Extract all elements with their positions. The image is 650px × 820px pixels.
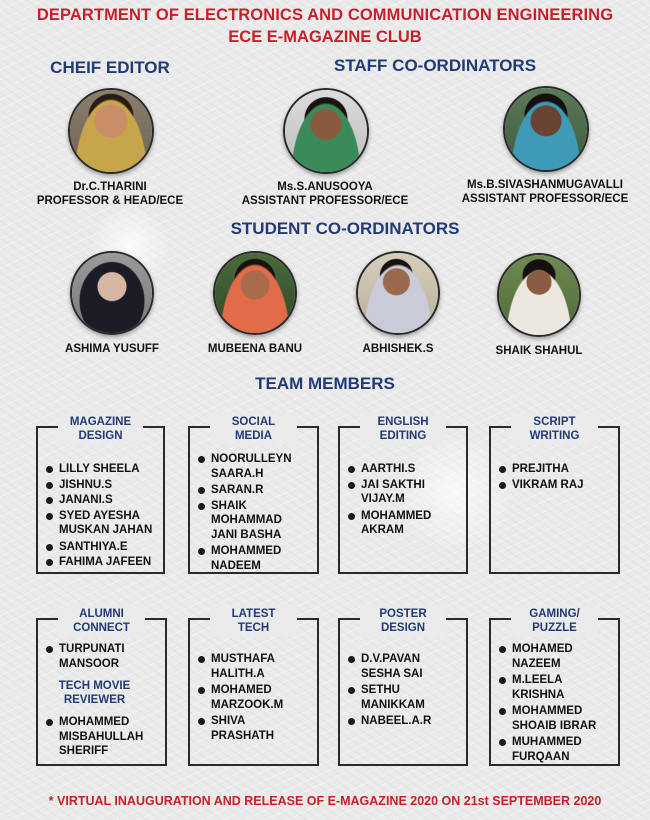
bullet-icon xyxy=(348,718,355,725)
team-member xyxy=(344,683,464,712)
bullet-icon xyxy=(348,687,355,694)
team-member-name-line: PRASHATH xyxy=(211,729,275,742)
bullet-icon xyxy=(499,482,506,489)
team-box-title-line: ENGLISH xyxy=(377,416,429,428)
team-box-title xyxy=(210,605,297,637)
team-member-name-line: MANIKKAM xyxy=(361,698,425,711)
team-box-title-line: GAMING/ xyxy=(529,608,580,620)
bullet-icon xyxy=(499,677,506,684)
team-box-title-line: LATEST xyxy=(231,608,276,620)
team-box-title-line: SOCIAL xyxy=(231,416,276,428)
team-member-name-line: SETHU xyxy=(361,684,400,696)
bullet-icon xyxy=(348,466,355,473)
team-member xyxy=(42,540,161,555)
team-box-title-line: PUZZLE xyxy=(532,622,577,634)
team-box-title xyxy=(210,413,297,445)
team-box-subtitle-line: REVIEWER xyxy=(63,694,126,706)
bullet-icon xyxy=(198,456,205,463)
bullet-icon xyxy=(499,739,506,746)
bullet-icon xyxy=(198,718,205,725)
team-member-list xyxy=(495,462,616,493)
team-member-name-line: M.LEELA xyxy=(512,674,563,686)
staff-coordinators-heading: STAFF CO-ORDINATORS xyxy=(333,56,537,75)
team-box-title xyxy=(58,413,143,445)
bullet-icon xyxy=(46,719,53,726)
team-box-title xyxy=(511,605,598,637)
team-member-name-line: SHAIK xyxy=(211,499,247,512)
bullet-icon xyxy=(348,482,355,489)
team-member-name-line: NABEEL.A.R xyxy=(361,715,432,727)
bullet-icon xyxy=(348,513,355,520)
bullet-icon xyxy=(46,544,53,551)
staff-coordinator-photo xyxy=(283,88,369,174)
team-member-name-line: VIKRAM RAJ xyxy=(512,478,584,491)
team-member xyxy=(194,652,315,681)
bullet-icon xyxy=(198,487,205,494)
team-member-name-line: MOHAMED xyxy=(211,684,272,696)
team-member xyxy=(495,704,616,733)
team-member-name-line: NOORULLEYN xyxy=(211,453,292,465)
bullet-icon xyxy=(198,656,205,663)
staff-coordinator-name: Ms.B.SIVASHANMUGAVALLI xyxy=(467,179,623,191)
team-box-title-line: CONNECT xyxy=(73,622,130,634)
bullet-icon xyxy=(198,548,205,555)
team-member xyxy=(495,462,616,477)
team-member-list xyxy=(42,642,163,761)
team-box-title xyxy=(360,605,446,637)
team-member xyxy=(194,544,315,573)
team-member-name-line: HALITH.A xyxy=(211,667,265,680)
staff-coordinator-photo xyxy=(503,86,589,172)
team-member-name-line: SHIVA xyxy=(211,715,246,727)
team-member-name-line: LILLY SHEELA xyxy=(59,463,140,475)
team-box-title-line: EDITING xyxy=(379,430,427,442)
team-member-name-line: MOHAMED xyxy=(512,643,573,655)
team-member xyxy=(495,673,616,702)
team-member-name-line: SHOAIB IBRAR xyxy=(512,719,597,732)
team-member-list xyxy=(194,452,315,575)
team-box-title-line: TECH xyxy=(237,622,270,634)
staff-coordinator-role: ASSISTANT PROFESSOR/ECE xyxy=(461,193,629,205)
team-member xyxy=(344,478,464,507)
team-box-title-line: WRITING xyxy=(529,430,580,442)
team-member xyxy=(42,493,161,508)
team-member-list xyxy=(42,462,161,571)
team-member xyxy=(194,452,315,481)
team-member-name-line: NADEEM xyxy=(211,559,261,572)
team-member-name-line: FURQAAN xyxy=(512,750,570,763)
team-member-name-line: MOHAMMED xyxy=(361,509,432,522)
footer-note: * VIRTUAL INAUGURATION AND RELEASE OF E-MAGAZINE 2020 ON 21st SEPTEMBER 2020 xyxy=(48,794,602,808)
team-member xyxy=(42,509,161,538)
team-member-list xyxy=(495,642,616,766)
team-member-list xyxy=(194,652,315,745)
staff-coordinator-role: ASSISTANT PROFESSOR/ECE xyxy=(241,195,409,207)
team-member-name-line: PREJITHA xyxy=(512,463,569,475)
team-box-title-line: DESIGN xyxy=(78,430,123,442)
team-member-name-line: SAARA.H xyxy=(211,467,264,480)
student-coordinator-photo xyxy=(70,251,154,335)
team-member-name-line: VIJAY.M xyxy=(361,493,405,505)
bullet-icon xyxy=(499,466,506,473)
team-member xyxy=(344,652,464,681)
team-member xyxy=(344,462,464,477)
team-member-name-line: MUHAMMED xyxy=(512,736,582,748)
team-member xyxy=(194,683,315,712)
team-member-name-line: TURPUNATI xyxy=(59,643,125,655)
team-box-title-line: DESIGN xyxy=(380,622,426,634)
bullet-icon xyxy=(348,656,355,663)
student-coordinator-name: SHAIK SHAHUL xyxy=(495,345,583,357)
chief-editor-heading: CHEIF EDITOR xyxy=(50,58,170,77)
team-member xyxy=(344,509,464,538)
team-member xyxy=(194,483,315,498)
team-member xyxy=(42,462,161,477)
team-member-name-line: JAI SAKTHI xyxy=(361,478,425,491)
team-box-title xyxy=(511,413,598,445)
team-member xyxy=(344,714,464,729)
team-member-name-line: AKRAM xyxy=(361,524,404,536)
team-member xyxy=(194,499,315,543)
team-box-title-line: ALUMNI xyxy=(79,608,124,620)
team-member-name-line: SARAN.R xyxy=(211,484,264,496)
chief-editor-photo xyxy=(68,88,154,174)
student-coordinator-photo xyxy=(497,253,581,337)
bullet-icon xyxy=(46,497,53,504)
student-coordinator-name: MUBEENA BANU xyxy=(207,343,303,355)
bullet-icon xyxy=(46,482,53,489)
team-member-name-line: KRISHNA xyxy=(512,688,565,701)
team-member-name-line: SANTHIYA.E xyxy=(59,540,128,553)
team-member-name-line: D.V.PAVAN xyxy=(361,653,421,665)
team-box-title-line: MAGAZINE xyxy=(69,416,132,428)
team-member-list xyxy=(344,652,464,730)
student-coordinators-heading: STUDENT CO-ORDINATORS xyxy=(230,219,460,238)
team-box-title xyxy=(360,413,446,445)
bullet-icon xyxy=(46,466,53,473)
team-box-title-line: POSTER xyxy=(379,608,427,620)
team-member-name-line: MOHAMMAD xyxy=(211,514,282,526)
team-member xyxy=(495,735,616,764)
chief-editor-role: PROFESSOR & HEAD/ECE xyxy=(36,195,184,207)
team-member-list xyxy=(344,462,464,540)
team-member xyxy=(194,714,315,743)
staff-coordinator-name: Ms.S.ANUSOOYA xyxy=(277,181,373,193)
team-member-name-line: SESHA SAI xyxy=(361,667,423,680)
team-box-title-line: SCRIPT xyxy=(533,416,576,428)
team-member-name-line: MUSKAN JAHAN xyxy=(59,524,153,536)
team-box xyxy=(489,426,620,574)
bullet-icon xyxy=(198,503,205,510)
team-member xyxy=(42,555,161,570)
team-member xyxy=(42,642,163,671)
bullet-icon xyxy=(499,708,506,715)
team-member-name-line: FAHIMA JAFEEN xyxy=(59,556,152,568)
student-coordinator-photo xyxy=(213,251,297,335)
team-member-name-line: MISBAHULLAH xyxy=(59,730,144,743)
team-member-name-line: MOHAMMED xyxy=(512,705,583,717)
team-box-subtitle xyxy=(36,679,153,707)
team-member-name-line: JISHNU.S xyxy=(59,478,113,491)
team-member-name-line: AARTHI.S xyxy=(361,463,416,475)
team-member-name-line: JANANI.S xyxy=(59,494,113,506)
club-title: ECE E-MAGAZINE CLUB xyxy=(228,28,422,46)
team-member-name-line: SYED AYESHA xyxy=(59,509,140,522)
bullet-icon xyxy=(198,687,205,694)
team-member-name-line: NAZEEM xyxy=(512,657,561,670)
team-member-name-line: JANI BASHA xyxy=(211,528,282,541)
team-member-name-line: MANSOOR xyxy=(59,657,120,670)
bullet-icon xyxy=(499,646,506,653)
team-member-name-line: MUSTHAFA xyxy=(211,653,275,665)
team-box-subtitle-line: TECH MOVIE xyxy=(58,680,131,692)
team-member-name-line: MOHAMMED xyxy=(211,545,282,557)
student-coordinator-photo xyxy=(356,251,440,335)
team-members-heading: TEAM MEMBERS xyxy=(255,374,395,393)
department-title: DEPARTMENT OF ELECTRONICS AND COMMUNICATION ENGINEERING xyxy=(36,6,614,24)
bullet-icon xyxy=(46,513,53,520)
team-member xyxy=(495,642,616,671)
bullet-icon xyxy=(46,559,53,566)
student-coordinator-name: ASHIMA YUSUFF xyxy=(65,343,159,355)
team-member xyxy=(495,478,616,493)
team-member-name-line: MARZOOK.M xyxy=(211,698,284,711)
chief-editor-name: Dr.C.THARINI xyxy=(73,181,147,193)
bullet-icon xyxy=(46,646,53,653)
student-coordinator-name: ABHISHEK.S xyxy=(362,343,434,355)
team-box-title xyxy=(58,605,145,637)
team-member xyxy=(42,715,163,759)
team-box-title-line: MEDIA xyxy=(234,430,273,442)
team-member-name-line: MOHAMMED xyxy=(59,716,130,728)
team-member-name-line: SHERIFF xyxy=(59,745,109,757)
team-member xyxy=(42,478,161,493)
